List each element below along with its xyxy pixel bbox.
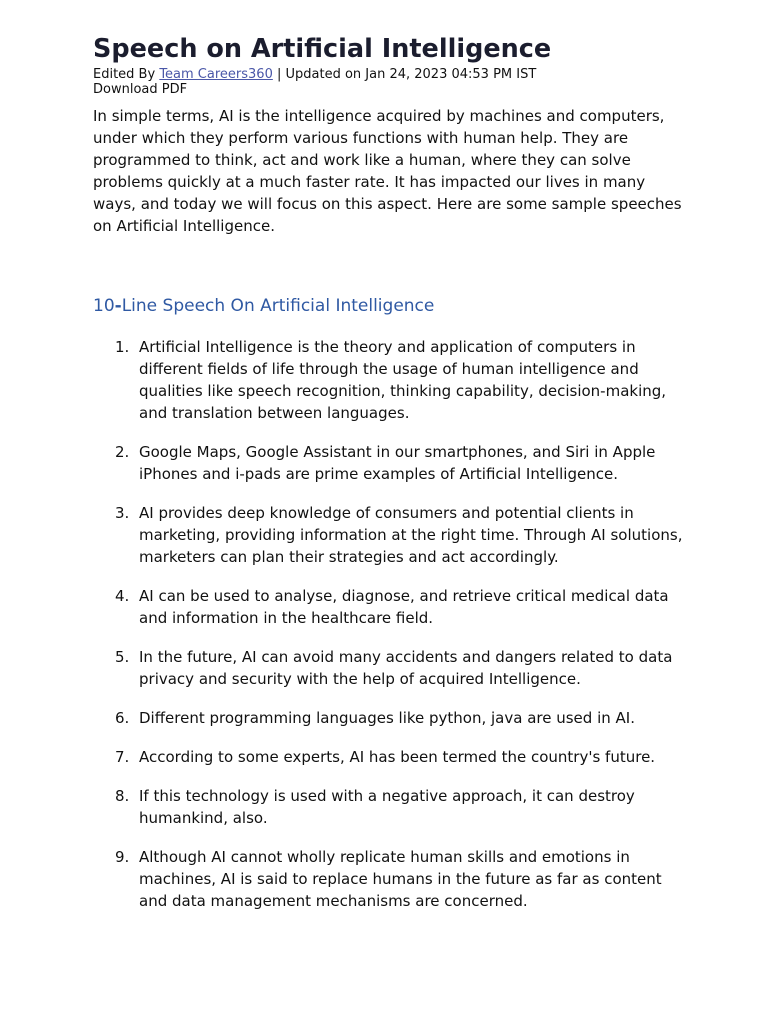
section-heading-text: Line Speech On Artificial Intelligence <box>121 296 435 316</box>
list-item <box>93 785 683 829</box>
updated-date: | Updated on Jan 24, 2023 04:53 PM IST <box>272 67 537 82</box>
list-item-text: AI can be used to analyse, diagnose, and retrieve critical medical data and information in the healthcare field. <box>139 587 669 627</box>
list-item-text: In the future, AI can avoid many accidents and dangers related to data privacy and security with the help of acquired Intelligence. <box>139 648 673 688</box>
list-item <box>93 646 683 690</box>
list-item-number: 2. <box>115 443 130 461</box>
list-item-text: Artificial Intelligence is the theory and application of computers in different fields of life through the usage of human intelligence and qualities like speech recognition, thinking capability, decision-making, and translation between languages. <box>139 338 667 422</box>
list-item <box>93 746 683 768</box>
list-item-number: 9. <box>115 848 130 866</box>
list-item-text: Although AI cannot wholly replicate human skills and emotions in machines, AI is said to replace humans in the future as far as content and data management mechanisms are concerned. <box>139 848 662 910</box>
list-item-number: 8. <box>115 787 130 805</box>
list-item-text: AI provides deep knowledge of consumers and potential clients in marketing, providing information at the right time. Through AI solutions, marketers can plan their strategies and act accordingly. <box>139 504 683 566</box>
edited-by-label: Edited By <box>93 67 160 82</box>
section-heading <box>93 295 683 317</box>
author-link[interactable]: Team Careers360 <box>159 67 273 82</box>
speech-points-list <box>93 336 683 912</box>
list-item-number: 7. <box>115 748 130 766</box>
list-item-number: 6. <box>115 709 130 727</box>
article <box>93 31 683 929</box>
list-item <box>93 707 683 729</box>
list-item <box>93 336 683 424</box>
list-item-text: If this technology is used with a negative approach, it can destroy humankind, also. <box>139 787 635 827</box>
section-heading-dash: - <box>114 296 122 316</box>
list-item <box>93 441 683 485</box>
list-item-text: Google Maps, Google Assistant in our smartphones, and Siri in Apple iPhones and i-pads are prime examples of Artificial Intelligence. <box>139 443 656 483</box>
list-item-number: 5. <box>115 648 130 666</box>
list-item <box>93 846 683 912</box>
list-item <box>93 585 683 629</box>
list-item-number: 3. <box>115 504 130 522</box>
list-item-number: 4. <box>115 587 130 605</box>
download-pdf-link[interactable]: Download PDF <box>93 82 188 97</box>
section-heading-prefix: 10 <box>93 296 115 316</box>
intro-paragraph: In simple terms, AI is the intelligence acquired by machines and computers, under which they perform various functions with human help. They are programmed to think, act and work like a human, where they can solve problems quickly at a much faster rate. It has impacted our lives in many ways, and today we will focus on this aspect. Here are some sample speeches on Artificial Intelligence. <box>93 107 682 235</box>
article-meta <box>93 67 683 82</box>
list-item <box>93 502 683 568</box>
list-item-number: 1. <box>115 338 130 356</box>
page-title: Speech on Artificial Intelligence <box>93 34 552 64</box>
list-item-text: Different programming languages like python, java are used in AI. <box>139 709 635 727</box>
list-item-text: According to some experts, AI has been termed the country's future. <box>139 748 656 766</box>
